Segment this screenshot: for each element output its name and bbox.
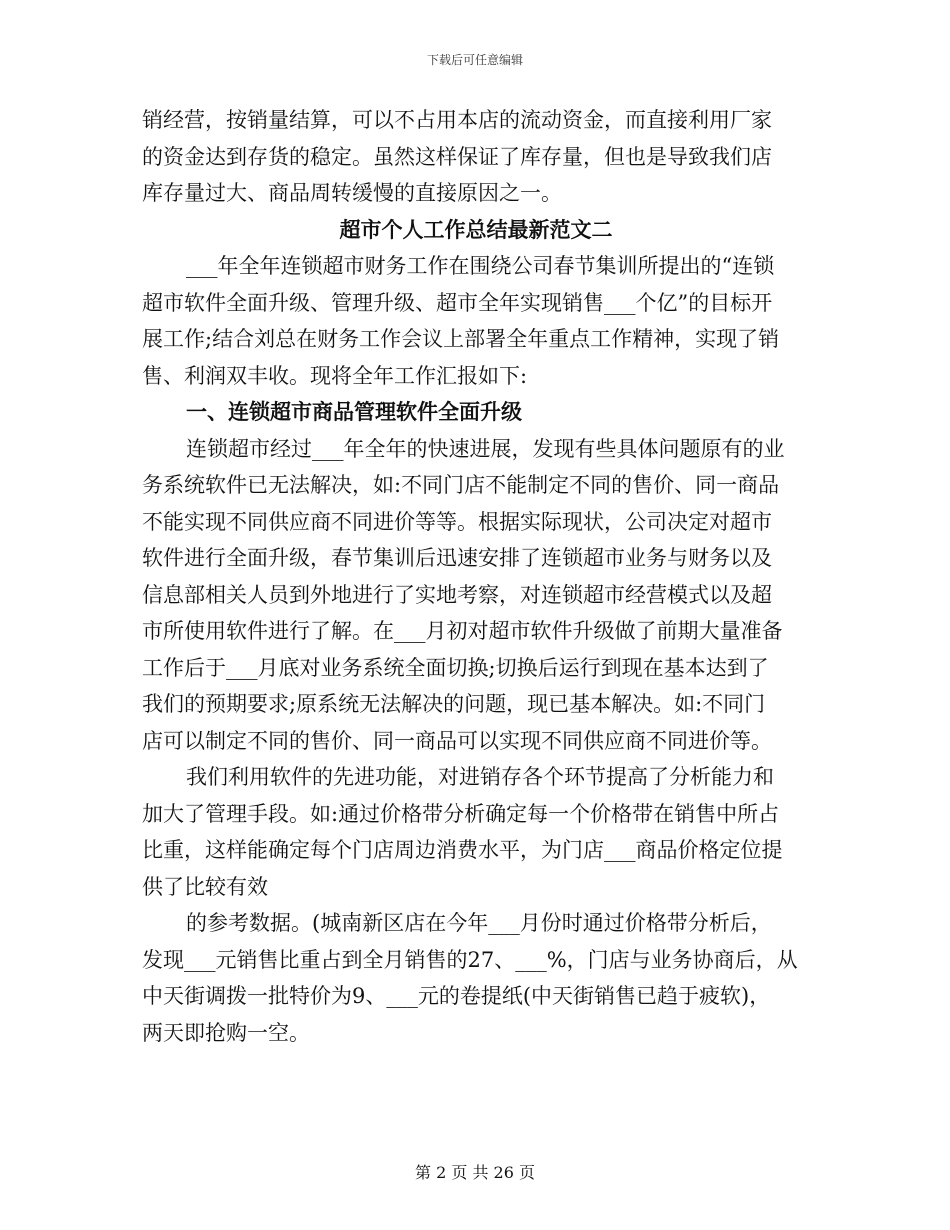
text-line: 库存量过大、商品周转缓慢的直接原因之一。 <box>142 181 562 205</box>
text-line: 超市软件全面升级、管理升级、超市全年实现销售___个亿”的目标开 <box>142 290 773 315</box>
text-line: 售、利润双丰收。现将全年工作汇报如下: <box>142 363 528 388</box>
text-line: 店可以制定不同的售价、同一商品可以实现不同供应商不同进价等。 <box>142 728 772 753</box>
document-title: 超市个人工作总结最新范文二 <box>339 216 613 242</box>
text-line: 的资金达到存货的稳定。虽然这样保证了库存量，但也是导致我们店 <box>142 144 772 169</box>
text-line: 两天即抢购一空。 <box>142 1020 310 1045</box>
page-number: 第 2 页 共 26 页 <box>415 1163 535 1182</box>
text-line: 我们的预期要求;原系统无法解决的问题，现已基本解决。如:不同门 <box>142 692 766 716</box>
text-line: 供了比较有效 <box>142 874 268 899</box>
document-body <box>142 102 810 1051</box>
text-line: 销经营，按销量结算，可以不占用本店的流动资金，而直接利用厂家 <box>142 108 772 132</box>
section-heading: 一、连锁超市商品管理软件全面升级 <box>186 399 522 424</box>
text-line: 比重，这样能确定每个门店周边消费水平，为门店___商品价格定位提 <box>142 838 783 862</box>
text-line: 展工作;结合刘总在财务工作会议上部署全年重点工作精神，实现了销 <box>142 327 780 351</box>
text-line: 市所使用软件进行了解。在___月初对超市软件升级做了前期大量准备 <box>142 619 783 643</box>
text-line: 中天街调拨一批特价为9、___元的卷提纸(中天街销售已趋于疲软)， <box>142 984 771 1008</box>
text-line: 加大了管理手段。如:通过价格带分析确定每一个价格带在销售中所占 <box>142 801 780 826</box>
text-line: 信息部相关人员到外地进行了实地考察，对连锁超市经营模式以及超 <box>142 582 772 607</box>
text-line: ___年全年连锁超市财务工作在围绕公司春节集训所提出的“连锁 <box>186 254 775 278</box>
text-line: 连锁超市经过___年全年的快速进展，发现有些具体问题原有的业 <box>186 436 785 461</box>
text-line: 发现___元销售比重占到全月销售的27、___%，门店与业务协商后，从 <box>142 947 798 972</box>
text-line: 务系统软件已无法解决，如:不同门店不能制定不同的售价、同一商品 <box>142 473 780 497</box>
page-header-note: 下载后可任意编辑 <box>426 53 523 67</box>
text-line: 我们利用软件的先进功能，对进销存各个环节提高了分析能力和 <box>186 765 774 789</box>
text-line: 不能实现不同供应商不同进价等等。根据实际现状，公司决定对超市 <box>142 509 772 534</box>
text-line: 的参考数据。(城南新区店在今年___月份时通过价格带分析后， <box>186 911 772 935</box>
text-line: 软件进行全面升级，春节集训后迅速安排了连锁超市业务与财务以及 <box>142 546 772 570</box>
text-line: 工作后于___月底对业务系统全面切换;切换后运行到现在基本达到了 <box>142 655 769 680</box>
